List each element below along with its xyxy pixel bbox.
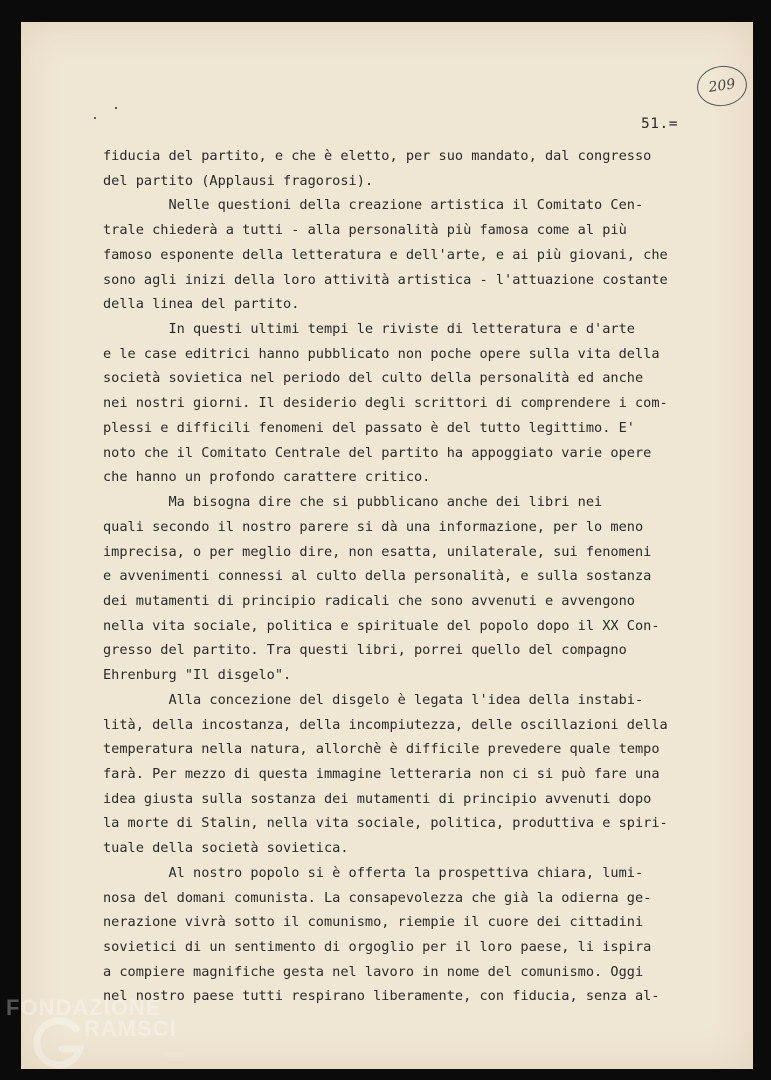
text-line: e le case editrici hanno pubblicato non poche opere sulla vita della (103, 345, 660, 362)
gramsci-g-logo-icon (32, 1015, 86, 1071)
watermark-line-1: FONDAZIONE (6, 995, 162, 1020)
text-line: dei mutamenti di principio radicali che sono avvenuti e avvengono (103, 592, 635, 609)
body-text (103, 144, 743, 1009)
text-line: del partito (Applausi fragorosi). (103, 172, 374, 189)
watermark-line-2: RAMSCI (84, 1016, 177, 1041)
text-line: sono agli inizi della loro attività artistica - l'attuazione costante (103, 271, 668, 288)
text-line: fiducia del partito, e che è eletto, per suo mandato, dal congresso (103, 148, 652, 164)
text-line: Al nostro popolo si è offerta la prospettiva chiara, lumi- (103, 864, 644, 881)
text-line: che hanno un profondo carattere critico. (103, 469, 431, 486)
text-line: nerazione vivrà sotto il comunismo, riempie il cuore dei cittadini (103, 914, 644, 931)
text-line: In questi ultimi tempi le riviste di letteratura e d'arte (103, 321, 635, 338)
watermark (2, 993, 212, 1077)
text-line: della linea del partito. (103, 296, 300, 313)
text-line: trale chiederà a tutti - alla personalità più famosa come al più (103, 222, 627, 239)
text-line: imprecisa, o per meglio dire, non esatta, unilaterale, sui fenomeni (103, 543, 652, 560)
text-line: sovietici di un sentimento di orgoglio per il loro paese, li ispira (103, 939, 652, 955)
text-line: a compiere magnifiche gesta nel lavoro in nome del comunismo. Oggi (103, 963, 644, 980)
text-line: la morte di Stalin, nella vita sociale, politica, produttiva e spiri- (103, 815, 668, 832)
text-line: famoso esponente della letteratura e dell'arte, e ai più giovani, che (103, 246, 668, 263)
text-line: noto che il Comitato Centrale del partito ha appoggiato varie opere (103, 444, 652, 461)
paper-specks (91, 104, 121, 124)
text-line: e avvenimenti connessi al culto della personalità, e sulla sostanza (103, 568, 652, 585)
text-line: tuale della società sovietica. (103, 840, 349, 857)
text-line: Ma bisogna dire che si pubblicano anche dei libri nei (103, 494, 603, 511)
page-number: 51.= (641, 116, 678, 132)
text-line: Alla concezione del disgelo è legata l'idea della instabi- (103, 691, 644, 708)
archive-number: 209 (707, 76, 737, 96)
text-line: gresso del partito. Tra questi libri, porrei quello del compagno (103, 642, 627, 659)
text-line: idea giusta sulla sostanza dei mutamenti di principio avvenuti dopo (103, 790, 652, 807)
text-line: plessi e difficili fenomeni del passato è del tutto legittimo. E' (103, 419, 635, 436)
text-line: lità, della incostanza, della incompiutezza, delle oscillazioni della (103, 716, 668, 733)
watermark-sub: onlus (163, 1049, 185, 1059)
text-line: Nelle questioni della creazione artistica il Comitato Cen- (103, 197, 644, 214)
text-line: nosa del domani comunista. La consapevolezza che già la odierna ge- (103, 889, 652, 906)
text-line: temperatura nella natura, allorchè è difficile prevedere quale tempo (103, 741, 660, 758)
text-line: quali secondo il nostro parere si dà una informazione, per lo meno (103, 518, 644, 535)
text-line: nella vita sociale, politica e spirituale del popolo dopo il XX Con- (103, 617, 660, 634)
text-line: società sovietica nel periodo del culto della personalità ed anche (103, 370, 644, 387)
text-line: Ehrenburg "Il disgelo". (103, 667, 292, 684)
text-line: farà. Per mezzo di questa immagine letteraria non ci si può fare una (103, 765, 660, 782)
text-line: nel nostro paese tutti respirano liberamente, con fiducia, senza al- (103, 988, 660, 1005)
text-line: nei nostri giorni. Il desiderio degli scrittori di comprendere i com- (103, 395, 668, 412)
archive-number-stamp (694, 63, 749, 110)
